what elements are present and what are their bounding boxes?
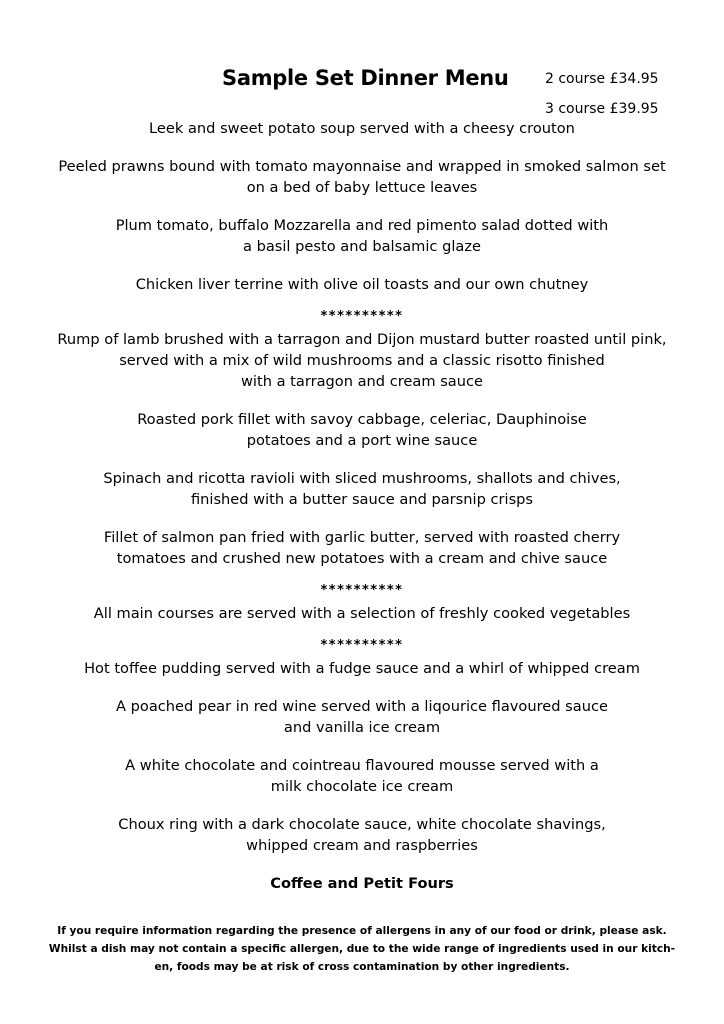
menu-item-line: finished with a butter sauce and parsnip crisps xyxy=(190,491,534,508)
price-list xyxy=(545,64,659,124)
menu-item xyxy=(40,658,684,679)
menu-item xyxy=(40,156,684,198)
vegetables-note xyxy=(40,603,684,624)
allergen-line: en, foods may be at risk of cross contamination by other ingredients. xyxy=(154,961,570,973)
three-course-price: 3 course £39.95 xyxy=(545,101,659,117)
menu-item xyxy=(40,409,684,451)
allergen-line: If you require information regarding the presence of allergens in any of our food or drink, please ask. xyxy=(57,925,667,937)
allergen-notice xyxy=(40,922,684,976)
menu-content xyxy=(40,118,684,894)
menu-item-line: tomatoes and crushed new potatoes with a cream and chive sauce xyxy=(116,550,608,567)
menu-item-line: A white chocolate and cointreau flavoured mousse served with a xyxy=(125,757,599,774)
menu-item-line: Rump of lamb brushed with a tarragon and Dijon mustard butter roasted until pink, xyxy=(57,331,667,348)
menu-item xyxy=(40,274,684,295)
menu-item-line: milk chocolate ice cream xyxy=(270,778,454,795)
menu-item-line: Roasted pork fillet with savoy cabbage, celeriac, Dauphinoise xyxy=(137,411,587,428)
menu-item-line: Choux ring with a dark chocolate sauce, white chocolate shavings, xyxy=(118,816,606,833)
menu-item xyxy=(40,696,684,738)
menu-item-line: Chicken liver terrine with olive oil toasts and our own chutney xyxy=(135,276,589,293)
section-separator: ********** xyxy=(320,583,404,598)
menu-item xyxy=(40,527,684,569)
menu-item-line: potatoes and a port wine sauce xyxy=(246,432,478,449)
section-separator: ********** xyxy=(320,309,404,324)
menu-title: Sample Set Dinner Menu xyxy=(222,66,509,90)
menu-item-line: with a tarragon and cream sauce xyxy=(241,373,483,390)
vegetables-note-text: All main courses are served with a selection of freshly cooked vegetables xyxy=(93,605,631,622)
menu-item-line: Plum tomato, buffalo Mozzarella and red pimento salad dotted with xyxy=(115,217,609,234)
allergen-line: Whilst a dish may not contain a specific allergen, due to the wide range of ingredients used in our kitch- xyxy=(48,943,676,955)
menu-item xyxy=(40,215,684,257)
menu-item xyxy=(40,468,684,510)
menu-item xyxy=(40,814,684,856)
menu-item-line: Leek and sweet potato soup served with a cheesy crouton xyxy=(149,120,575,137)
menu-item-line: Fillet of salmon pan fried with garlic butter, served with roasted cherry xyxy=(103,529,621,546)
coffee-heading: Coffee and Petit Fours xyxy=(270,875,454,892)
menu-item-line: and vanilla ice cream xyxy=(283,719,441,736)
section-separator: ********** xyxy=(320,638,404,653)
menu-item xyxy=(40,118,684,139)
menu-item-line: on a bed of baby lettuce leaves xyxy=(246,179,478,196)
menu-item-line: A poached pear in red wine served with a liqourice flavoured sauce xyxy=(116,698,608,715)
menu-item xyxy=(40,755,684,797)
menu-item-line: Spinach and ricotta ravioli with sliced mushrooms, shallots and chives, xyxy=(103,470,621,487)
menu-item-line: Peeled prawns bound with tomato mayonnaise and wrapped in smoked salmon set xyxy=(58,158,666,175)
menu-item-line: Hot toffee pudding served with a fudge sauce and a whirl of whipped cream xyxy=(84,660,640,677)
menu-item-line: served with a mix of wild mushrooms and a classic risotto finished xyxy=(119,352,605,369)
menu-item xyxy=(40,329,684,392)
menu-item-line: a basil pesto and balsamic glaze xyxy=(242,238,481,255)
two-course-price: 2 course £34.95 xyxy=(545,71,659,87)
menu-item-line: whipped cream and raspberries xyxy=(246,837,478,854)
